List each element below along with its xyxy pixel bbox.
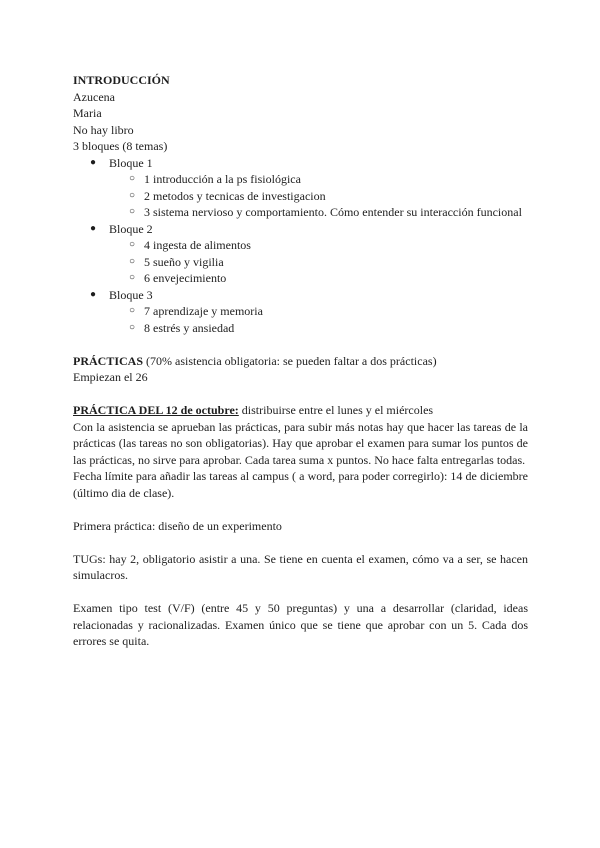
- topic-item: [109, 254, 528, 271]
- topic-item: [109, 320, 528, 337]
- practica-12-deadline: Fecha límite para añadir las tareas al campus ( a word, para poder corregirlo): 14 de diciembre (último dia de clase).: [73, 469, 528, 500]
- bullet-icon: ●: [90, 288, 97, 300]
- block-label: Bloque 1: [109, 155, 153, 170]
- circle-bullet-icon: ○: [129, 321, 136, 333]
- intro-line: Azucena: [73, 89, 115, 104]
- document-page: [73, 72, 528, 650]
- block-item: [73, 155, 528, 221]
- topic-item: [109, 188, 528, 205]
- circle-bullet-icon: ○: [129, 305, 136, 316]
- block-item: [73, 221, 528, 287]
- bullet-icon: ●: [90, 222, 97, 234]
- topic-text: 8 estrés y ansiedad: [144, 320, 235, 335]
- practicas-rest: (70% asistencia obligatoria: se pueden faltar a dos prácticas): [143, 353, 437, 368]
- topic-item: [109, 270, 528, 287]
- blocks-list: [73, 155, 528, 337]
- intro-heading: INTRODUCCIÓN: [73, 73, 170, 87]
- topic-text: 4 ingesta de alimentos: [144, 238, 251, 252]
- primera-practica: Primera práctica: diseño de un experimento: [73, 518, 282, 533]
- topic-text: 7 aprendizaje y memoria: [144, 304, 263, 318]
- spacer: [73, 501, 528, 518]
- block-item: [73, 287, 528, 337]
- topics-list: [109, 303, 528, 336]
- practica-12-line: [73, 402, 528, 419]
- practicas-start: Empiezan el 26: [73, 370, 148, 384]
- practicas-label: PRÁCTICAS: [73, 353, 144, 368]
- circle-bullet-icon: ○: [129, 255, 136, 267]
- topic-text: 2 metodos y tecnicas de investigacion: [144, 188, 326, 203]
- spacer: [73, 584, 528, 601]
- block-label: Bloque 2: [109, 221, 153, 236]
- topic-item: [109, 204, 528, 221]
- topic-text: 5 sueño y vigilia: [144, 254, 224, 269]
- topic-text: 6 envejecimiento: [144, 271, 227, 285]
- practica-12-paragraph: Con la asistencia se aprueban las prácticas, para subir más notas hay que hacer las tareas de la prácticas (las tareas no son obligatorias). Hay que aprobar el examen para sumar los puntos de las prácticas, no sirve para aprobar. Cada tarea suma x puntos. No hace falta entregarlas todas.: [73, 419, 528, 467]
- circle-bullet-icon: ○: [129, 189, 136, 201]
- topic-item: [109, 303, 528, 320]
- practica-12-label: PRÁCTICA DEL 12 de octubre:: [73, 403, 239, 417]
- spacer: [73, 336, 528, 353]
- topic-text: 1 introducción a la ps fisiológica: [144, 172, 301, 186]
- circle-bullet-icon: ○: [129, 173, 136, 184]
- topic-item: [109, 171, 528, 188]
- circle-bullet-icon: ○: [129, 206, 136, 217]
- practica-12-rest: distribuirse entre el lunes y el miércoles: [238, 403, 434, 417]
- topics-list: [109, 171, 528, 221]
- tugs-paragraph: TUGs: hay 2, obligatorio asistir a una. Se tiene en cuenta el examen, cómo va a ser, se hacen simulacros.: [73, 551, 528, 582]
- spacer: [73, 386, 528, 403]
- intro-line: 3 bloques (8 temas): [73, 139, 168, 153]
- spacer: [73, 534, 528, 551]
- circle-bullet-icon: ○: [129, 239, 136, 250]
- intro-line: Maria: [73, 106, 102, 120]
- block-label: Bloque 3: [109, 287, 153, 302]
- topic-text: 3 sistema nervioso y comportamiento. Cómo entender su interacción funcional: [144, 205, 522, 219]
- examen-paragraph: Examen tipo test (V/F) (entre 45 y 50 preguntas) y una a desarrollar (claridad, ideas relacionadas y racionalizadas. Examen único que se tiene que aprobar con un 5. Cada dos errores se quita.: [73, 601, 528, 648]
- intro-line: No hay libro: [73, 122, 134, 137]
- practicas-line: [73, 353, 528, 370]
- topics-list: [109, 237, 528, 287]
- bullet-icon: ●: [90, 156, 97, 168]
- topic-item: [109, 237, 528, 254]
- circle-bullet-icon: ○: [129, 272, 136, 283]
